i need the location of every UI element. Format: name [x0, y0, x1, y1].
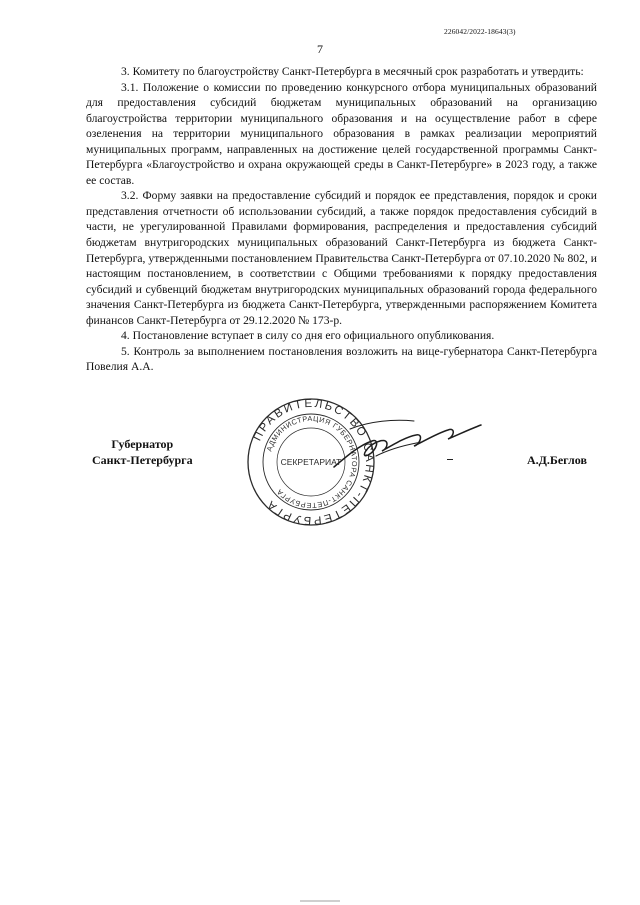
- stamp-inner-text: АДМИНИСТРАЦИЯ ГУБЕРНАТОРА САНКТ-ПЕТЕРБУРГА: [264, 413, 360, 511]
- handwritten-signature: [330, 415, 485, 475]
- signatory-title: [92, 437, 193, 468]
- paragraph-item-4: 4. Постановление вступает в силу со дня его официального опубликования.: [121, 329, 495, 343]
- signatory-title-line1: Губернатор: [111, 437, 174, 451]
- document-registration-number: 226042/2022-18643(3): [444, 27, 516, 36]
- paragraph-item-3: 3. Комитету по благоустройству Санкт-Петербурга в месячный срок разработать и утвердить:: [121, 65, 584, 78]
- page-bottom-mark: [300, 900, 340, 902]
- paragraph-item-3-2: 3.2. Форму заявки на предоставление субсидий и порядок ее представления, порядок и сроки представления отчетности об использовании субсидий, а также порядок предоставления субсидий в части, не урегулированной Правилами формирования, распределения и предоставления субсидий бюджетам внутригородских муниципальных образований Санкт-Петербурга из бюджета Санкт-Петербурга, утвержденными постановлением Правительства Санкт-Петербурга от 07.10.2020 № 802, и настоящим постановлением, в соответствии с Общими требованиями к порядку предоставления субсидий и субвенций бюджетам внутригородских муниципальных образований города федерального значения Санкт-Петербурга из бюджета Санкт-Петербурга, утвержденными распоряжением Комитета финансов Санкт-Петербурга от 29.12.2020 № 173-р.: [86, 189, 597, 327]
- signatory-title-line2: Санкт-Петербурга: [92, 452, 193, 467]
- stamp-center-text: СЕКРЕТАРИАТ: [280, 457, 342, 467]
- page-number: 7: [317, 42, 323, 56]
- document-body: [86, 64, 597, 375]
- paragraph-item-5: 5. Контроль за выполнением постановления возложить на вице-губернатора Санкт-Петербурга Повелия А.А.: [86, 344, 597, 374]
- stamp-outer-text: ПРАВИТЕЛЬСТВО САНКТ-ПЕТЕРБУРГА: [251, 397, 376, 527]
- signature-dash: [447, 459, 453, 460]
- paragraph-item-3-1: 3.1. Положение о комиссии по проведению конкурсного отбора муниципальных образований для предоставления субсидий бюджетам муниципальных образований на организацию благоустройства территории муниципального образования и на осуществление работ в сфере озеленения на территории муниципального образования в рамках реализации мероприятий муниципальных программ, направленных на достижение целей государственной программы Санкт-Петербурга «Благоустройство и охрана окружающей среды в Санкт-Петербурге» в 2023 году, а также ее состав.: [86, 80, 597, 187]
- signatory-name: А.Д.Беглов: [527, 453, 587, 467]
